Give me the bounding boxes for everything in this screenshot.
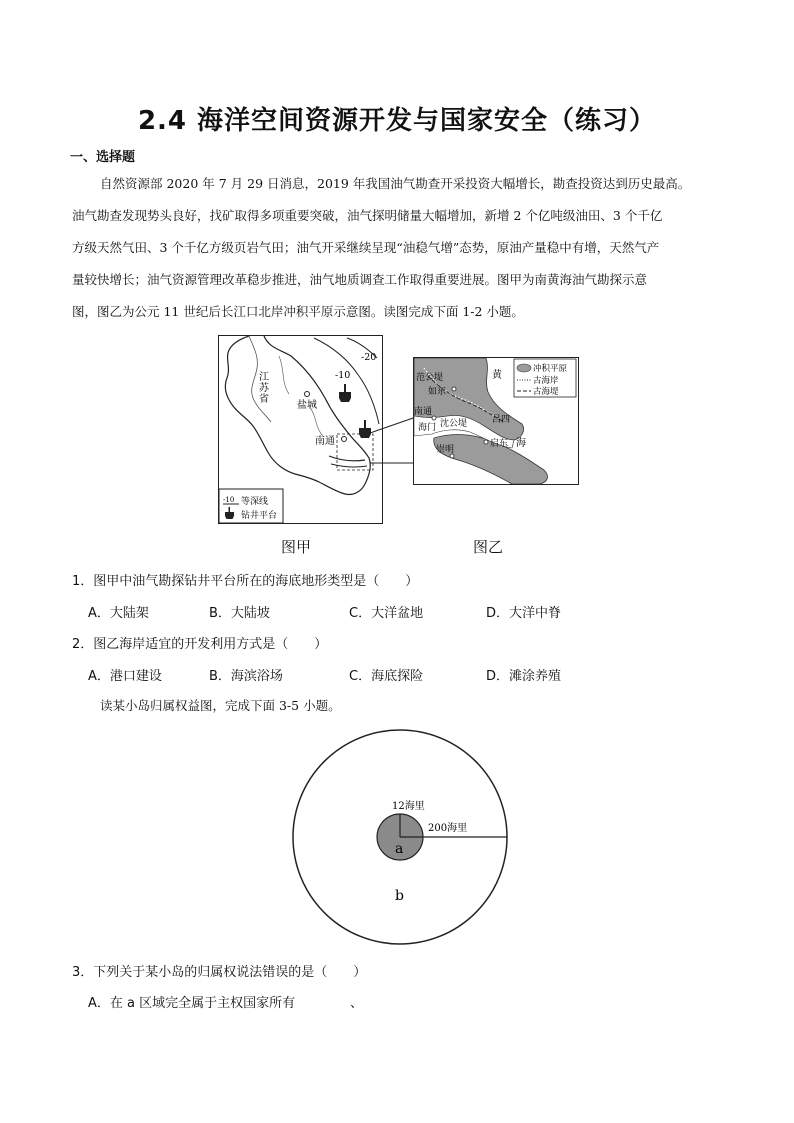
map-jia xyxy=(218,335,383,524)
label-lusi: 吕四 xyxy=(492,415,511,425)
contour-20-label: -20 xyxy=(361,352,377,363)
label-nantong: 南通 xyxy=(414,407,433,417)
map-jia-drawing xyxy=(219,336,382,523)
label-haimen: 海门 xyxy=(418,423,437,433)
city-yancheng: 盐城 xyxy=(297,400,317,411)
label-chongming: 崇明 xyxy=(436,445,455,455)
section-heading: 一、选择题 xyxy=(70,150,136,165)
legend-contour: 等深线 xyxy=(241,497,269,507)
legend-ancient-dike: 古海堤 xyxy=(533,387,559,397)
question-1-stem: 1．图甲中油气勘探钻井平台所在的海底地形类型是（ ） xyxy=(72,574,419,589)
passage-line: 油气勘查发现势头良好，找矿取得多项重要突破，油气探明储量大幅增加，新增 2 个亿吨级油田、3 个千亿 xyxy=(72,208,663,223)
passage xyxy=(72,168,722,328)
label-fangongdi: 范公堤 xyxy=(416,373,444,383)
province-label-3: 省 xyxy=(259,394,269,405)
q2-option-c[interactable]: C．海底探险 xyxy=(349,669,424,684)
question-2-stem: 2．图乙海岸适宜的开发利用方式是（ ） xyxy=(72,637,328,652)
fig-jia-caption: 图甲 xyxy=(281,538,312,556)
passage-line: 图，图乙为公元 11 世纪后长江口北岸冲积平原示意图。读图完成下面 1-2 小题。 xyxy=(72,304,524,319)
label-b: b xyxy=(395,888,404,904)
label-huang: 黄 xyxy=(492,370,502,381)
fig-yi-caption: 图乙 xyxy=(473,538,504,556)
q1-option-d[interactable]: D．大洋中脊 xyxy=(486,606,562,621)
passage-line: 自然资源部 2020 年 7 月 29 日消息，2019 年我国油气勘查开采投资大幅增长，勘查投资达到历史最高。 xyxy=(100,176,691,191)
legend-contour-sample: -10 xyxy=(223,496,235,504)
q3-mark: 、 xyxy=(350,996,364,1011)
map-yi xyxy=(413,357,579,485)
passage-line: 方级天然气田、3 个千亿方级页岩气田；油气开采继续呈现“油稳气增”态势，原油产量稳中有增，天然气产 xyxy=(72,240,660,255)
passage-line: 量较快增长；油气资源管理改革稳步推进，油气地质调查工作取得重要进展。图甲为南黄海油气勘探示意 xyxy=(72,272,648,287)
label-12nm: 12海里 xyxy=(392,801,425,812)
legend-platform: 钻井平台 xyxy=(241,511,278,521)
intro-3-5: 读某小岛归属权益图，完成下面 3-5 小题。 xyxy=(100,698,341,713)
question-3-stem: 3．下列关于某小岛的归属权说法错误的是（ ） xyxy=(72,965,367,980)
label-shengongdi: 沈公堤 xyxy=(440,419,468,429)
page-title: 2.4 海洋空间资源开发与国家安全（练习） xyxy=(137,106,657,136)
city-nantong: 南通 xyxy=(315,436,335,447)
island-rights-diagram xyxy=(290,725,510,950)
q2-option-d[interactable]: D．滩涂养殖 xyxy=(486,669,562,684)
q1-option-a[interactable]: A．大陆架 xyxy=(88,606,149,621)
province-label-2: 苏 xyxy=(259,383,269,394)
label-rudong: 如东 xyxy=(428,387,447,397)
q2-option-b[interactable]: B．海滨浴场 xyxy=(209,669,283,684)
label-qidong: 启东 xyxy=(490,439,509,449)
q2-option-a[interactable]: A．港口建设 xyxy=(88,669,162,684)
q1-option-b[interactable]: B．大陆坡 xyxy=(209,606,270,621)
map-yi-drawing xyxy=(414,358,578,484)
province-label-1: 江 xyxy=(259,372,269,383)
q3-option-a[interactable]: A．在 a 区域完全属于主权国家所有 xyxy=(88,996,296,1011)
label-a: a xyxy=(395,841,404,857)
label-200nm: 200海里 xyxy=(428,823,468,834)
contour-10-label: -10 xyxy=(335,370,351,381)
label-hai: 海 xyxy=(516,438,526,449)
legend-plain: 冲积平原 xyxy=(533,364,568,374)
q1-option-c[interactable]: C．大洋盆地 xyxy=(349,606,424,621)
legend-ancient-coast: 古海岸 xyxy=(533,376,559,386)
